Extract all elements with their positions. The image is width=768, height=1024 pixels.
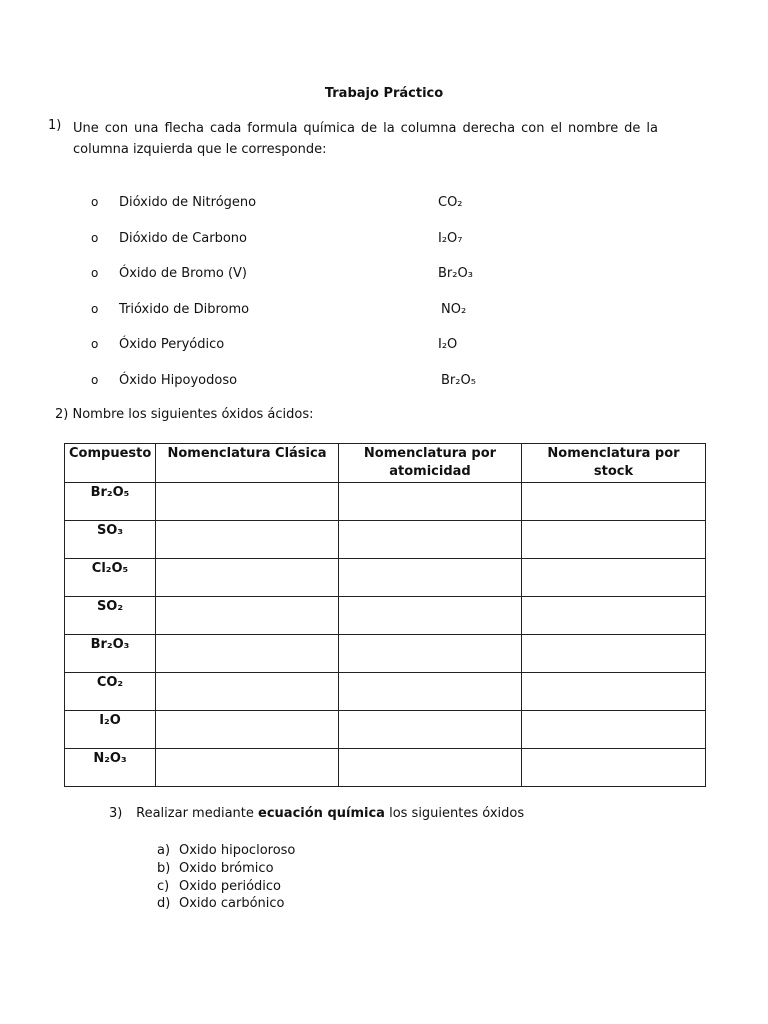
stock-answer-cell[interactable]	[522, 559, 706, 597]
stock-answer-cell[interactable]	[522, 673, 706, 711]
atomicity-answer-cell[interactable]	[339, 711, 522, 749]
header-stock: Nomenclatura por stock	[522, 444, 706, 483]
question-3-text	[109, 806, 524, 821]
compound-formula: I₂O₇	[438, 231, 463, 246]
list-item-letter: b)	[157, 860, 171, 876]
classic-answer-cell[interactable]	[156, 711, 339, 749]
header-compound: Compuesto	[65, 444, 156, 483]
table-row	[65, 597, 706, 635]
match-row	[0, 373, 768, 393]
question-3-text-after: los siguientes óxidos	[389, 806, 525, 821]
stock-answer-cell[interactable]	[522, 635, 706, 673]
atomicity-answer-cell[interactable]	[339, 521, 522, 559]
stock-answer-cell[interactable]	[522, 749, 706, 787]
compound-formula: CO₂	[438, 195, 463, 210]
atomicity-answer-cell[interactable]	[339, 483, 522, 521]
match-row	[0, 231, 768, 251]
oxides-table	[64, 443, 706, 787]
stock-answer-cell[interactable]	[522, 521, 706, 559]
header-classic: Nomenclatura Clásica	[156, 444, 339, 483]
atomicity-answer-cell[interactable]	[339, 559, 522, 597]
bullet-icon: o	[91, 195, 99, 209]
compound-formula: I₂O	[438, 337, 458, 352]
question-2-text: 2) Nombre los siguientes óxidos ácidos:	[55, 407, 314, 422]
question-3-number: 3)	[109, 806, 123, 821]
stock-answer-cell[interactable]	[522, 711, 706, 749]
classic-answer-cell[interactable]	[156, 749, 339, 787]
table-row	[65, 559, 706, 597]
table-row	[65, 483, 706, 521]
classic-answer-cell[interactable]	[156, 635, 339, 673]
compound-name: Óxido Hipoyodoso	[119, 373, 238, 388]
classic-answer-cell[interactable]	[156, 559, 339, 597]
list-item	[157, 878, 295, 896]
list-item-text: Oxido carbónico	[179, 896, 285, 912]
question-3-list	[157, 842, 295, 913]
stock-answer-cell[interactable]	[522, 483, 706, 521]
table-row	[65, 749, 706, 787]
header-atomicity: Nomenclatura por atomicidad	[339, 444, 522, 483]
compound-cell: CO₂	[65, 673, 156, 711]
bullet-icon: o	[91, 302, 99, 316]
compound-formula: NO₂	[441, 302, 467, 317]
list-item-text: Oxido periódico	[179, 878, 282, 894]
compound-cell: SO₂	[65, 597, 156, 635]
atomicity-answer-cell[interactable]	[339, 749, 522, 787]
bullet-icon: o	[91, 231, 99, 245]
list-item	[157, 860, 295, 878]
classic-answer-cell[interactable]	[156, 673, 339, 711]
question-1-text: Une con una flecha cada formula química de la columna derecha con el nombre de la columna izquierda que le corresponde:	[73, 121, 658, 157]
match-row	[0, 195, 768, 215]
table-header-row	[65, 444, 706, 483]
list-item	[157, 895, 295, 913]
compound-cell: N₂O₃	[65, 749, 156, 787]
compound-name: Óxido de Bromo (V)	[119, 266, 247, 281]
atomicity-answer-cell[interactable]	[339, 673, 522, 711]
compound-cell: Cl₂O₅	[65, 559, 156, 597]
bullet-icon: o	[91, 337, 99, 351]
match-row	[0, 266, 768, 286]
table-row	[65, 711, 706, 749]
compound-name: Trióxido de Dibromo	[119, 302, 250, 317]
classic-answer-cell[interactable]	[156, 597, 339, 635]
compound-formula: Br₂O₅	[441, 373, 476, 388]
atomicity-answer-cell[interactable]	[339, 635, 522, 673]
classic-answer-cell[interactable]	[156, 521, 339, 559]
compound-name: Dióxido de Nitrógeno	[119, 195, 257, 210]
compound-cell: I₂O	[65, 711, 156, 749]
compound-cell: Br₂O₅	[65, 483, 156, 521]
stock-answer-cell[interactable]	[522, 597, 706, 635]
compound-formula: Br₂O₃	[438, 266, 473, 281]
compound-name: Dióxido de Carbono	[119, 231, 247, 246]
list-item-text: Oxido brómico	[179, 860, 274, 876]
bullet-icon: o	[91, 373, 99, 387]
question-1-number: 1)	[48, 118, 62, 133]
list-item	[157, 842, 295, 860]
match-row	[0, 337, 768, 357]
list-item-letter: a)	[157, 843, 171, 858]
classic-answer-cell[interactable]	[156, 483, 339, 521]
table-row	[65, 673, 706, 711]
atomicity-answer-cell[interactable]	[339, 597, 522, 635]
list-item-letter: d)	[157, 896, 171, 912]
question-3-text-before: Realizar mediante	[136, 806, 254, 821]
compound-cell: SO₃	[65, 521, 156, 559]
compound-cell: Br₂O₃	[65, 635, 156, 673]
table-row	[65, 635, 706, 673]
question-3-bold-text: ecuación química	[258, 806, 385, 821]
list-item-letter: c)	[157, 878, 170, 894]
page-title: Trabajo Práctico	[324, 86, 444, 101]
table-row	[65, 521, 706, 559]
match-row	[0, 302, 768, 322]
bullet-icon: o	[91, 266, 99, 280]
compound-name: Óxido Peryódico	[119, 337, 225, 352]
list-item-text: Oxido hipocloroso	[179, 843, 296, 858]
